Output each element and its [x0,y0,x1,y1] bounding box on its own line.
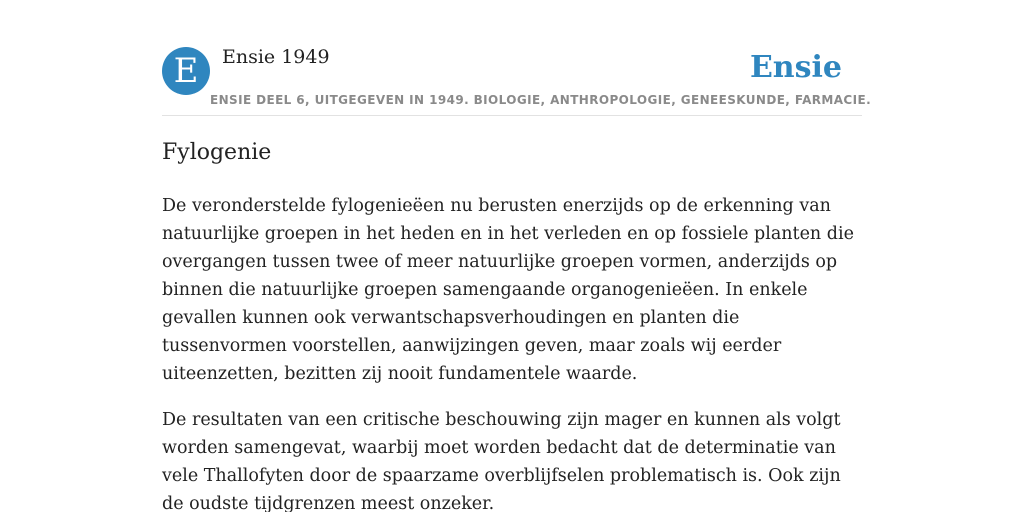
logo-icon[interactable]: E [162,47,210,95]
volume-subtitle: ENSIE DEEL 6, UITGEGEVEN IN 1949. BIOLOGIE, ANTHROPOLOGIE, GENEESKUNDE, FARMACIE. [210,93,872,107]
site-name-link[interactable]: Ensie 1949 [222,46,330,68]
brand-logo-link[interactable]: Ensie [749,50,842,85]
page-title: Fylogenie [162,140,272,165]
paragraph-1: De veronderstelde fylogenieëen nu berusten enerzijds op de erkenning van natuurlijke groepen in het heden en in het verleden en op fossiele planten die overgangen tussen twee of meer natuurlijke groepen vormen, anderzijds op binnen die natuurlijke groepen samengaande organogenieëen. In enkele gevallen kunnen ook verwantschapsverhoudingen en planten die tussenvormen voorstellen, aanwijzingen geven, maar zoals wij eerder uiteenzetten, bezitten zij nooit fundamentele waarde. [162,196,854,384]
site-header [162,0,872,116]
article-body [162,192,862,512]
paragraph-2: De resultaten van een critische beschouwing zijn mager en kunnen als volgt worden samengevat, waarbij moet worden bedacht dat de determinatie van vele Thallofyten door de spaarzame overblijfselen problematisch is. Ook zijn de oudste tijdgrenzen meest onzeker. [162,410,841,512]
